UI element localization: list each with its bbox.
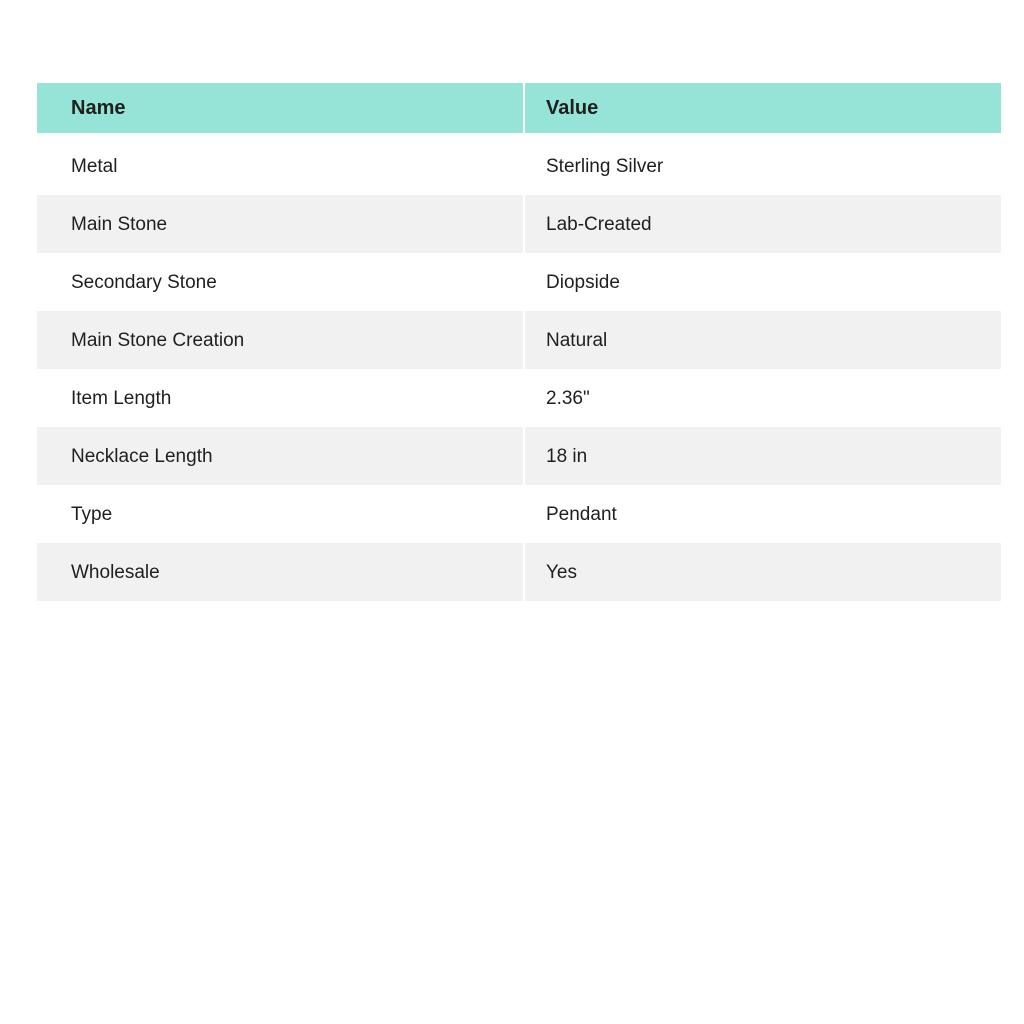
attribute-name-cell: Wholesale bbox=[37, 543, 523, 601]
attribute-value-cell: Diopside bbox=[525, 253, 1001, 311]
table-row bbox=[37, 253, 1001, 311]
attribute-name-cell: Item Length bbox=[37, 369, 523, 427]
attribute-name-cell: Main Stone bbox=[37, 195, 523, 253]
item-specifics-table bbox=[37, 83, 1001, 601]
table-row bbox=[37, 195, 1001, 253]
attribute-name-cell: Main Stone Creation bbox=[37, 311, 523, 369]
table-row bbox=[37, 369, 1001, 427]
attribute-name-cell: Necklace Length bbox=[37, 427, 523, 485]
attribute-value-cell: Lab-Created bbox=[525, 195, 1001, 253]
attribute-value-cell: Yes bbox=[525, 543, 1001, 601]
attribute-value-cell: Natural bbox=[525, 311, 1001, 369]
attribute-name-cell: Type bbox=[37, 485, 523, 543]
table-body bbox=[37, 137, 1001, 601]
table-row bbox=[37, 543, 1001, 601]
attribute-value-cell: 18 in bbox=[525, 427, 1001, 485]
attribute-value-cell: Sterling Silver bbox=[525, 137, 1001, 195]
attribute-value-cell: 2.36" bbox=[525, 369, 1001, 427]
table-header-row bbox=[37, 83, 1001, 133]
column-header-name: Name bbox=[37, 83, 523, 133]
table-row bbox=[37, 137, 1001, 195]
table-row bbox=[37, 427, 1001, 485]
attribute-value-cell: Pendant bbox=[525, 485, 1001, 543]
table-row bbox=[37, 311, 1001, 369]
attribute-name-cell: Metal bbox=[37, 137, 523, 195]
column-header-value: Value bbox=[525, 83, 1001, 133]
attribute-name-cell: Secondary Stone bbox=[37, 253, 523, 311]
table-row bbox=[37, 485, 1001, 543]
